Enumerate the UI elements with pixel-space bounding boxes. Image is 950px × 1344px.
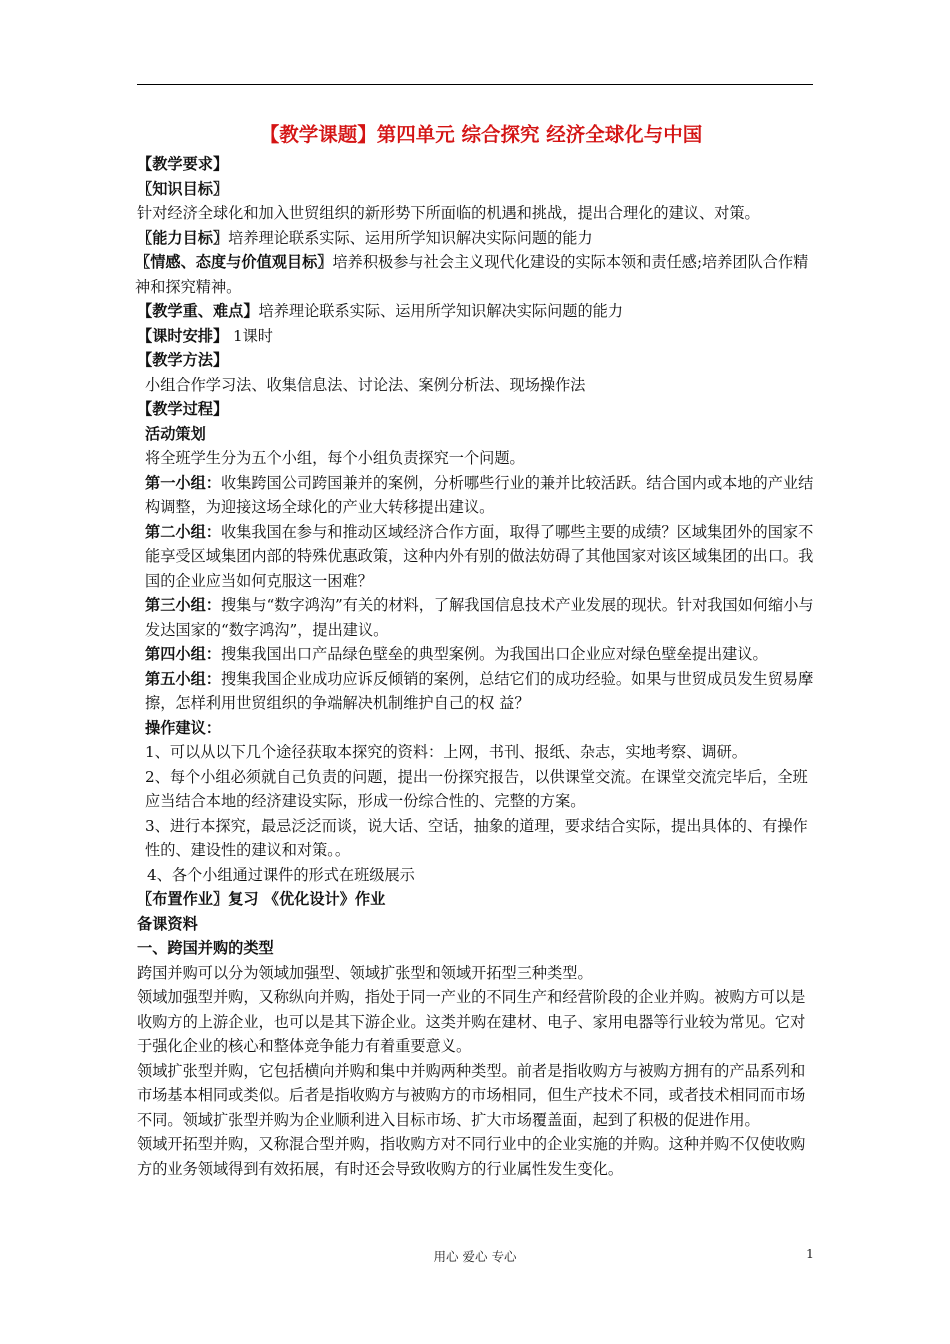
ops-item: 1、可以从以下几个途径获取本探究的资料：上网，书刊、报纸、杂志，实地考察、调研。 bbox=[145, 743, 747, 761]
hours-heading: 【课时安排】 bbox=[137, 326, 229, 345]
group-label: 第一小组： bbox=[145, 473, 221, 492]
process-heading: 【教学过程】 bbox=[137, 400, 229, 418]
paragraph: 跨国并购可以分为领域加强型、领域扩张型和领域开拓型三种类型。 bbox=[137, 963, 593, 982]
group-text: 搜集我国出口产品绿色壁垒的典型案例。为我国出口企业应对绿色壁垒提出建议。 bbox=[220, 645, 768, 663]
activity-heading: 活动策划 bbox=[145, 424, 206, 443]
emotion-line bbox=[135, 250, 817, 299]
ops-item: 4、各个小组通过课件的形式在班级展示 bbox=[147, 865, 415, 884]
group-4 bbox=[137, 642, 817, 667]
section1-heading: 一、跨国并购的类型 bbox=[137, 939, 274, 957]
emotion-heading: 〖情感、态度与价值观目标〗 bbox=[135, 253, 333, 271]
method-text: 小组合作学习法、收集信息法、讨论法、案例分析法、现场操作法 bbox=[145, 375, 586, 394]
group-text: 搜集我国企业成功应诉反倾销的案例，总结它们的成功经验。如果与世贸成员发生贸易摩擦，怎样利用世贸组织的争端解决机制维护自己的权 益？ bbox=[145, 669, 814, 712]
ops-item: 2、每个小组必须就自己负责的问题，提出一份探究报告，以供课堂交流。在课堂交流完毕后，全班应当结合本地的经济建设实际，形成一份综合性的、完整的方案。 bbox=[145, 767, 808, 810]
prep-heading: 备课资料 bbox=[137, 914, 198, 933]
page-number: 1 bbox=[806, 1246, 814, 1261]
ability-heading: 〖能力目标〗 bbox=[137, 228, 229, 247]
ops-item: 3、进行本探究，最忌泛泛而谈，说大话、空话，抽象的道理，要求结合实际，提出具体的、有操作性的、建设性的建议和对策。。 bbox=[145, 816, 808, 859]
group-2 bbox=[137, 520, 817, 594]
homework-line: 〖布置作业〗复习 《优化设计》作业 bbox=[137, 890, 386, 908]
group-label: 第五小组： bbox=[145, 669, 221, 688]
group-text: 收集跨国公司跨国兼并的案例，分析哪些行业的兼并比较活跃。结合国内或本地的产业结构调整，为迎接这场全球化的产业大转移提出建议。 bbox=[145, 473, 814, 516]
group-label: 第三小组： bbox=[145, 596, 221, 614]
ability-text: 培养理论联系实际、运用所学知识解决实际问题的能力 bbox=[228, 228, 593, 247]
paragraph: 领域加强型并购，又称纵向并购，指处于同一产业的不同生产和经营阶段的企业并购。被购方可以是收购方的上游企业，也可以是其下游企业。这类并购在建材、电子、家用电器等行业较为常见。它对于强化企业的核心和整体竞争能力有着重要意义。 bbox=[137, 988, 806, 1055]
key-line bbox=[137, 299, 817, 324]
hours-text: 1课时 bbox=[228, 326, 273, 345]
header-rule bbox=[137, 84, 813, 85]
ops-heading: 操作建议： bbox=[145, 718, 221, 737]
key-heading: 【教学重、难点】 bbox=[137, 302, 259, 320]
knowledge-heading: 〖知识目标〗 bbox=[137, 179, 229, 198]
group-text: 收集我国在参与和推动区域经济合作方面，取得了哪些主要的成绩？区域集团外的国家不能享受区域集团内部的特殊优惠政策，这种内外有别的做法妨碍了其他国家对该区域集团的出口。我国的企业应当如何克服这一困难？ bbox=[145, 522, 814, 590]
req-heading: 【教学要求】 bbox=[137, 155, 229, 173]
paragraph: 领域开拓型并购，又称混合型并购，指收购方对不同行业中的企业实施的并购。这种并购不仅使收购方的业务领域得到有效拓展，有时还会导致收购方的行业属性发生变化。 bbox=[137, 1135, 806, 1178]
document-body bbox=[137, 118, 817, 1181]
key-text: 培养理论联系实际、运用所学知识解决实际问题的能力 bbox=[258, 302, 623, 320]
group-3 bbox=[137, 593, 817, 642]
group-1 bbox=[137, 471, 817, 520]
ability-line bbox=[137, 226, 817, 251]
emotion-text: 培养积极参与社会主义现代化建设的实际本领和责任感;培养团队合作精神和探究精神。 bbox=[135, 253, 809, 296]
activity-text: 将全班学生分为五个小组，每个小组负责探究一个问题。 bbox=[145, 449, 525, 467]
group-5 bbox=[137, 667, 817, 716]
knowledge-text: 针对经济全球化和加入世贸组织的新形势下所面临的机遇和挑战，提出合理化的建议、对策。 bbox=[137, 204, 760, 222]
hours-line bbox=[137, 324, 817, 349]
group-label: 第二小组： bbox=[145, 522, 221, 541]
group-text: 搜集与“数字鸿沟”有关的材料，了解我国信息技术产业发展的现状。针对我国如何缩小与发达国家的“数字鸿沟”，提出建议。 bbox=[145, 596, 814, 639]
page-footer: 用心 爱心 专心 bbox=[433, 1249, 517, 1264]
group-label: 第四小组： bbox=[145, 645, 221, 663]
method-heading: 【教学方法】 bbox=[137, 351, 229, 369]
paragraph: 领域扩张型并购，它包括横向并购和集中并购两种类型。前者是指收购方与被购方拥有的产品系列和市场基本相同或类似。后者是指收购方与被购方的市场相同，但生产技术不同，或者技术相同而市场不同。领域扩张型并购为企业顺利进入目标市场、扩大市场覆盖面，起到了积极的促进作用。 bbox=[137, 1061, 806, 1129]
page-title: 【教学课题】第四单元 综合探究 经济全球化与中国 bbox=[259, 123, 703, 146]
